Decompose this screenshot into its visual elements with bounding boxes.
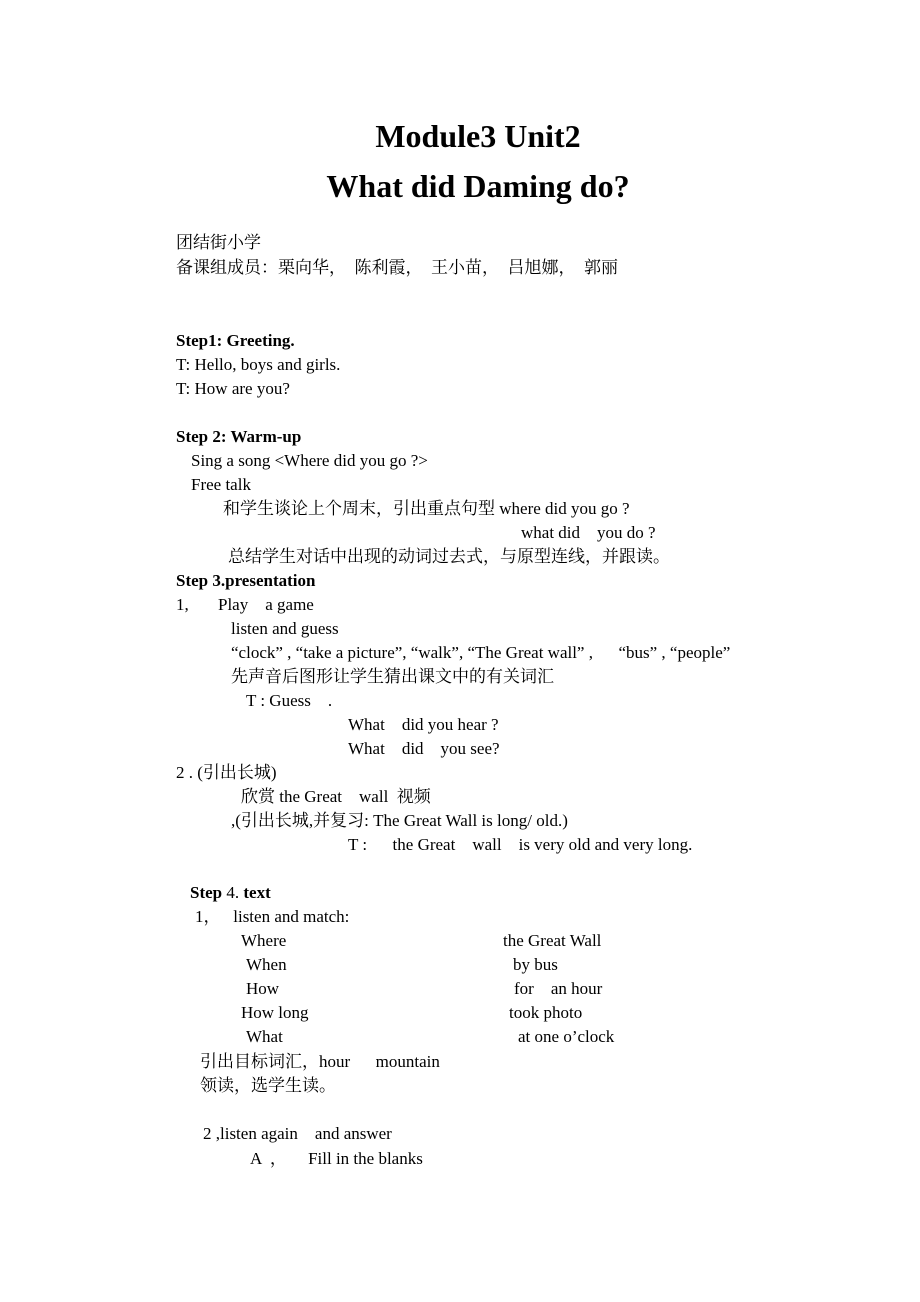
match-right-item: took photo bbox=[509, 1003, 583, 1022]
step3-item2-title: 2 . (引出长城) bbox=[176, 763, 277, 782]
step4-sub-a: A ， Fill in the blanks bbox=[250, 1149, 423, 1168]
match-right-item: by bus bbox=[513, 955, 558, 974]
step3-item1-number: 1, bbox=[176, 595, 189, 614]
title-line-2: What did Daming do? bbox=[326, 168, 630, 204]
team-members: 备课组成员：栗向华， 陈利霞， 王小苗， 吕旭娜， 郭丽 bbox=[176, 258, 618, 277]
step4-heading-a: Step bbox=[190, 883, 223, 902]
step3-guess: T : Guess . bbox=[246, 691, 333, 710]
match-left-item: When bbox=[246, 955, 287, 974]
step1-line-2: T: How are you? bbox=[176, 379, 290, 398]
step2-talk-line: 和学生谈论上个周末，引出重点句型 where did you go ? bbox=[223, 499, 630, 518]
step4-read: 领读，选学生读。 bbox=[200, 1076, 336, 1095]
match-left-item: What bbox=[246, 1027, 283, 1046]
step3-listen-guess: listen and guess bbox=[231, 619, 339, 638]
step3-teacher-line: T : the Great wall is very old and very long. bbox=[348, 835, 693, 854]
step2-summary: 总结学生对话中出现的动词过去式，与原型连线，并跟读。 bbox=[228, 547, 670, 566]
step2-free-talk: Free talk bbox=[191, 475, 251, 494]
step1-heading: Step1: Greeting. bbox=[176, 331, 295, 350]
match-right-item: the Great Wall bbox=[503, 931, 602, 950]
match-left-item: Where bbox=[241, 931, 287, 950]
step4-heading-b: 4. bbox=[222, 883, 244, 902]
step1-line-1: T: Hello, boys and girls. bbox=[176, 355, 341, 374]
step4-heading-c: text bbox=[243, 883, 271, 902]
step3-heading: Step 3.presentation bbox=[176, 571, 316, 590]
match-right-item: at one o’clock bbox=[518, 1027, 615, 1046]
step2-talk-line-2: what did you do ? bbox=[521, 523, 656, 542]
match-right-item: for an hour bbox=[514, 979, 603, 998]
step3-video: 欣赏 the Great wall 视频 bbox=[241, 787, 431, 806]
step2-heading: Step 2: Warm-up bbox=[176, 427, 302, 446]
step3-item1-title: Play a game bbox=[218, 595, 314, 614]
step2-song: Sing a song <Where did you go ?> bbox=[191, 451, 428, 470]
match-left-item: How bbox=[246, 979, 280, 998]
step3-words: “clock” , “take a picture”, “walk”, “The Great wall” , “bus” , “people” bbox=[231, 643, 731, 662]
title-line-1: Module3 Unit2 bbox=[375, 118, 581, 154]
step4-vocab: 引出目标词汇，hour mountain bbox=[200, 1052, 440, 1071]
step4-heading bbox=[190, 882, 271, 904]
match-left-item: How long bbox=[241, 1003, 309, 1022]
step3-question-2: What did you see? bbox=[348, 739, 500, 758]
step4-item2: 2 ,listen again and answer bbox=[203, 1124, 392, 1143]
step3-hint: 先声音后图形让学生猜出课文中的有关词汇 bbox=[231, 667, 554, 686]
step3-review: ,(引出长城,并复习: The Great Wall is long/ old.) bbox=[231, 811, 568, 830]
school-name: 团结街小学 bbox=[176, 233, 261, 252]
step4-item1: 1， listen and match: bbox=[195, 907, 350, 926]
step3-question-1: What did you hear ? bbox=[348, 715, 499, 734]
